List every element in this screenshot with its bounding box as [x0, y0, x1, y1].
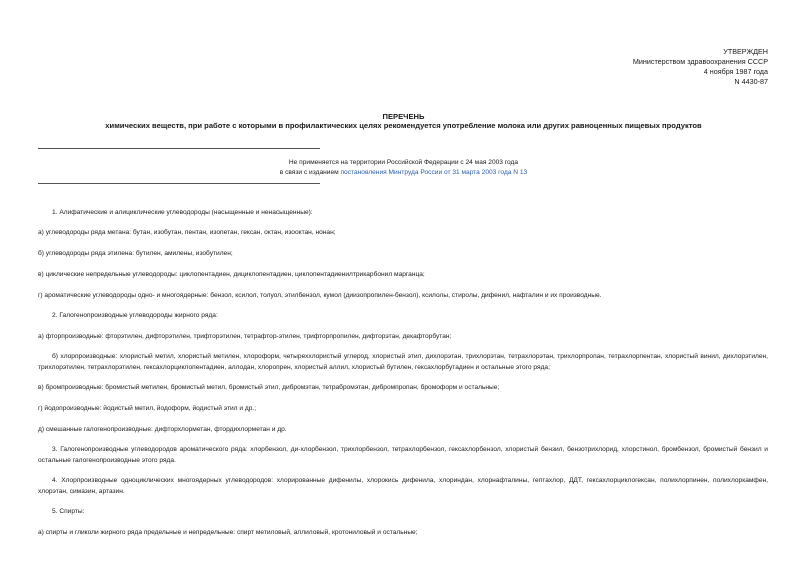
decree-link[interactable]: постановления Минтруда России от 31 марта 2003 года N 13: [340, 169, 528, 176]
paragraph-text: г) йодопроизводные: йодистый метил, йодоформ, йодистый этил и др.;: [38, 405, 257, 412]
paragraph-text: б) углеводороды ряда этилена: бутилен, амилены, изобутилен;: [38, 250, 233, 257]
list-item: [38, 444, 768, 466]
document-title: ПЕРЕЧЕНЬ: [382, 112, 425, 121]
paragraph-text: а) углеводороды ряда метана: бутан, изобутан, пентан, изопетан, гексан, октан, изооктан, нонан;: [38, 229, 336, 236]
paragraph-text: а) спирты и гликоли жирного ряда предельные и непредельные: спирт метиловый, аллиловый, кротониловый и остальные;: [38, 529, 418, 536]
list-item: [38, 207, 768, 218]
paragraph-text: а) фторпроизводные: фторэтилен, дифторэтилен, трифторэтилен, тетрафтор-этилен, трифторпропилен, дифторэтан, декафторбутан;: [38, 333, 452, 340]
notice-line: Не применяется на территории Российской Федерации с 24 мая 2003 года: [288, 159, 519, 166]
paragraph-text: г) ароматические углеводороды одно- и многоядерные: бензол, ксилол, толуол, этилбензол, кумол (диизопропилен-бензол), ксилолы, стиролы, дифенил, нафталин и их производные.: [38, 292, 602, 299]
approval-line: N 4430-87: [734, 77, 768, 86]
approval-line: 4 ноября 1987 года: [703, 67, 768, 76]
notice-text: в связи с изданием: [279, 169, 341, 176]
list-item: [38, 269, 768, 280]
paragraph-text: 4. Хлорпроизводные одноциклических многоядерных углеводородов: хлорированные дифенилы, хлорокись дифенила, хлориндан, хлорнафталины, гептахлор, ДДТ, гексахлорциклогексан, полихлорпинен, полихлоркамфен, хлорэтан, симазин, артазин.: [38, 477, 768, 495]
notice-line: [0, 167, 807, 178]
paragraph-text: 3. Галогенопроизводные углеводородов ароматического ряда: хлорбензол, ди-хлорбензол, трихлорбензол, тетрахлорбензол, гексахлорбензол, хлористый бензил, бензотрихлорид, хлорстинол, бромбензол, бромистый бензил и остальные галогенопроизводные этого ряда.: [38, 446, 768, 464]
paragraph-text: д) смешанные галогенопроизводные: дифторхлорметан, фтордихлорметан и др.: [38, 426, 287, 433]
paragraph-text: 2. Галогенопроизводные углеводороды жирного ряда:: [52, 312, 218, 319]
list-item: [38, 382, 768, 393]
list-item: [38, 331, 768, 342]
list-item: [38, 227, 768, 238]
list-item: [38, 351, 768, 373]
divider: [38, 148, 320, 149]
paragraph-text: б) хлорпроизводные: хлористый метил, хлористый метилен, хлороформ, четыреххлористый углерод, хлористый этил, дихлорэтан, трихлорэтан, тетрахлорэтан, трихлорпропан, тетрахлорпентан, хлористый винил, дихлорэтилен, трихлорэтилен, тетрахлорэтилен, гексахлорциклопентадиен, аллодан, хлоропрен, хлористый аллил, хлористый бутилен, гексахлорбутадиен и остальные этого ряда;: [38, 353, 768, 371]
approval-block: [633, 47, 768, 87]
list-item: [38, 527, 768, 538]
list-item: [38, 403, 768, 414]
paragraph-text: в) бромпроизводные: бромистый метилен, бромистый метил, бромистый этил, дибромэтан, тетрабромэтан, дибромпропан, бромоформ и остальные;: [38, 384, 500, 391]
list-item: [38, 248, 768, 259]
paragraph-text: 1. Алифатические и алициклические углеводороды (насыщенные и ненасыщенные):: [52, 209, 313, 216]
list-item: [38, 310, 768, 321]
paragraph-text: 5. Спирты:: [52, 508, 85, 515]
document-subtitle: химических веществ, при работе с которыми в профилактических целях рекомендуется употребление молока или других равноценных пищевых продуктов: [105, 121, 702, 130]
list-item: [38, 506, 768, 517]
divider: [38, 183, 320, 184]
approval-line: Министерством здравоохранения СССР: [632, 57, 768, 66]
list-item: [38, 290, 768, 301]
paragraph-text: в) циклические непредельные углеводороды: циклопентадиен, дициклопентадиен, циклопентадиенилтрикарбонил марганца;: [38, 271, 425, 278]
approval-line: УТВЕРЖДЕН: [723, 47, 768, 56]
list-item: [38, 475, 768, 497]
list-item: [38, 424, 768, 435]
